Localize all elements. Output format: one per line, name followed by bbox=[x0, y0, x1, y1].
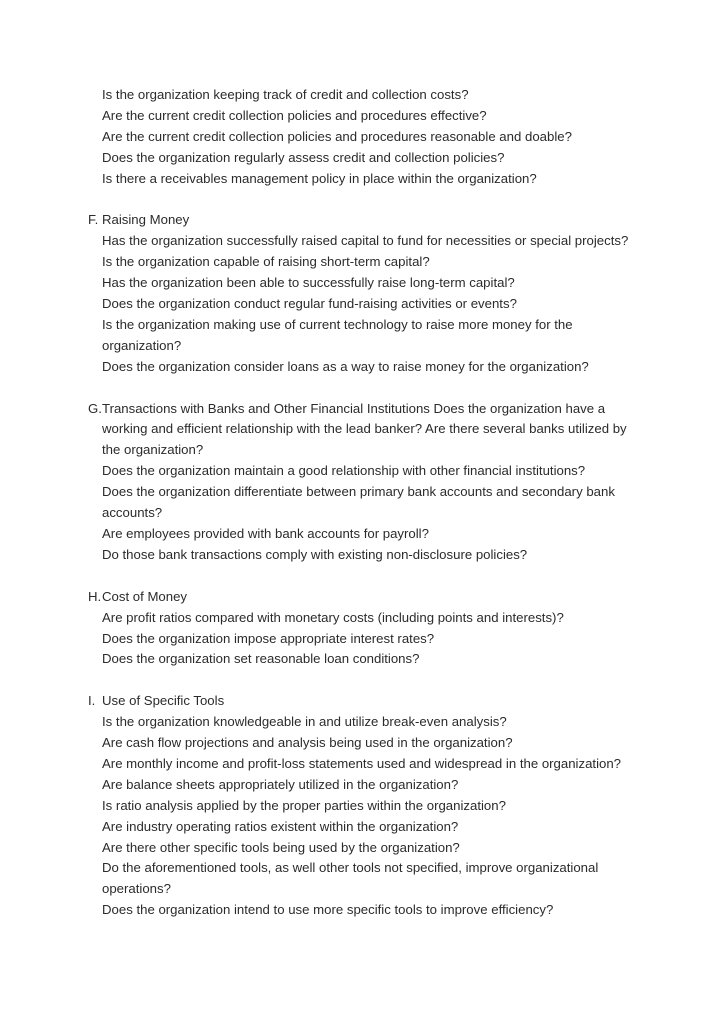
question-list bbox=[88, 231, 648, 377]
section-intro-continued bbox=[88, 85, 648, 190]
section-raising-money bbox=[88, 210, 648, 377]
question-item: Are balance sheets appropriately utilized in the organization? bbox=[102, 776, 459, 792]
question-item: Is the organization capable of raising short-term capital? bbox=[102, 254, 430, 270]
question-item: Is the organization keeping track of credit and collection costs? bbox=[102, 87, 469, 102]
section-marker: F. bbox=[88, 212, 99, 228]
section-marker: I. bbox=[88, 693, 96, 709]
question-item: Are industry operating ratios existent within the organization? bbox=[102, 818, 459, 834]
question-item: Are there other specific tools being used by the organization? bbox=[102, 839, 460, 855]
section-heading bbox=[88, 210, 648, 231]
section-marker: H. bbox=[88, 588, 102, 604]
section-heading-text: Cost of Money bbox=[102, 588, 188, 604]
question-list bbox=[88, 712, 648, 921]
section-use-of-specific-tools bbox=[88, 691, 648, 921]
question-item: Are profit ratios compared with monetary costs (including points and interests)? bbox=[102, 609, 564, 625]
section-heading-text: Use of Specific Tools bbox=[102, 693, 225, 709]
question-item: Is ratio analysis applied by the proper parties within the organization? bbox=[102, 797, 506, 813]
question-item: Does the organization impose appropriate interest rates? bbox=[102, 630, 435, 646]
question-item: Are the current credit collection policies and procedures reasonable and doable? bbox=[102, 128, 572, 144]
question-item: Does the organization consider loans as a way to raise money for the organization? bbox=[102, 358, 589, 374]
question-item: Is the organization knowledgeable in and utilize break-even analysis? bbox=[102, 714, 507, 730]
section-heading-text: Raising Money bbox=[102, 212, 190, 228]
section-cost-of-money bbox=[88, 587, 648, 671]
question-list bbox=[88, 461, 648, 566]
section-heading-text: Transactions with Banks and Other Financial Institutions Does the organization have a working and efficient relationship with the lead banker? Are there several banks utilized by the organization? bbox=[102, 400, 627, 458]
question-item: Has the organization been able to successfully raise long-term capital? bbox=[102, 275, 515, 291]
question-item: Has the organization successfully raised capital to fund for necessities or special projects? bbox=[102, 233, 629, 249]
question-item: Is there a receivables management policy in place within the organization? bbox=[102, 170, 537, 186]
question-item: Does the organization regularly assess credit and collection policies? bbox=[102, 149, 505, 165]
question-item: Are employees provided with bank accounts for payroll? bbox=[102, 526, 429, 541]
question-item: Does the organization intend to use more specific tools to improve efficiency? bbox=[102, 902, 554, 918]
question-item: Are the current credit collection policies and procedures effective? bbox=[102, 107, 487, 123]
question-item: Does the organization conduct regular fund-raising activities or events? bbox=[102, 296, 517, 312]
question-item: Does the organization maintain a good relationship with other financial institutions? bbox=[102, 463, 586, 479]
section-heading bbox=[88, 399, 648, 462]
section-marker: G. bbox=[88, 400, 102, 416]
question-list bbox=[88, 608, 648, 671]
section-heading bbox=[88, 691, 648, 712]
question-list bbox=[88, 85, 648, 190]
question-item: Does the organization set reasonable loan conditions? bbox=[102, 651, 420, 667]
section-heading bbox=[88, 587, 648, 608]
question-item: Are monthly income and profit-loss statements used and widespread in the organization? bbox=[102, 755, 622, 771]
question-item: Do those bank transactions comply with existing non-disclosure policies? bbox=[102, 546, 528, 562]
section-transactions-with-banks bbox=[88, 399, 648, 566]
question-item: Does the organization differentiate between primary bank accounts and secondary bank accounts? bbox=[102, 484, 615, 521]
document-body bbox=[88, 85, 648, 921]
question-item: Is the organization making use of current technology to raise more money for the organization? bbox=[102, 316, 573, 353]
question-item: Are cash flow projections and analysis being used in the organization? bbox=[102, 735, 513, 751]
question-item: Do the aforementioned tools, as well other tools not specified, improve organizational operations? bbox=[102, 860, 599, 897]
